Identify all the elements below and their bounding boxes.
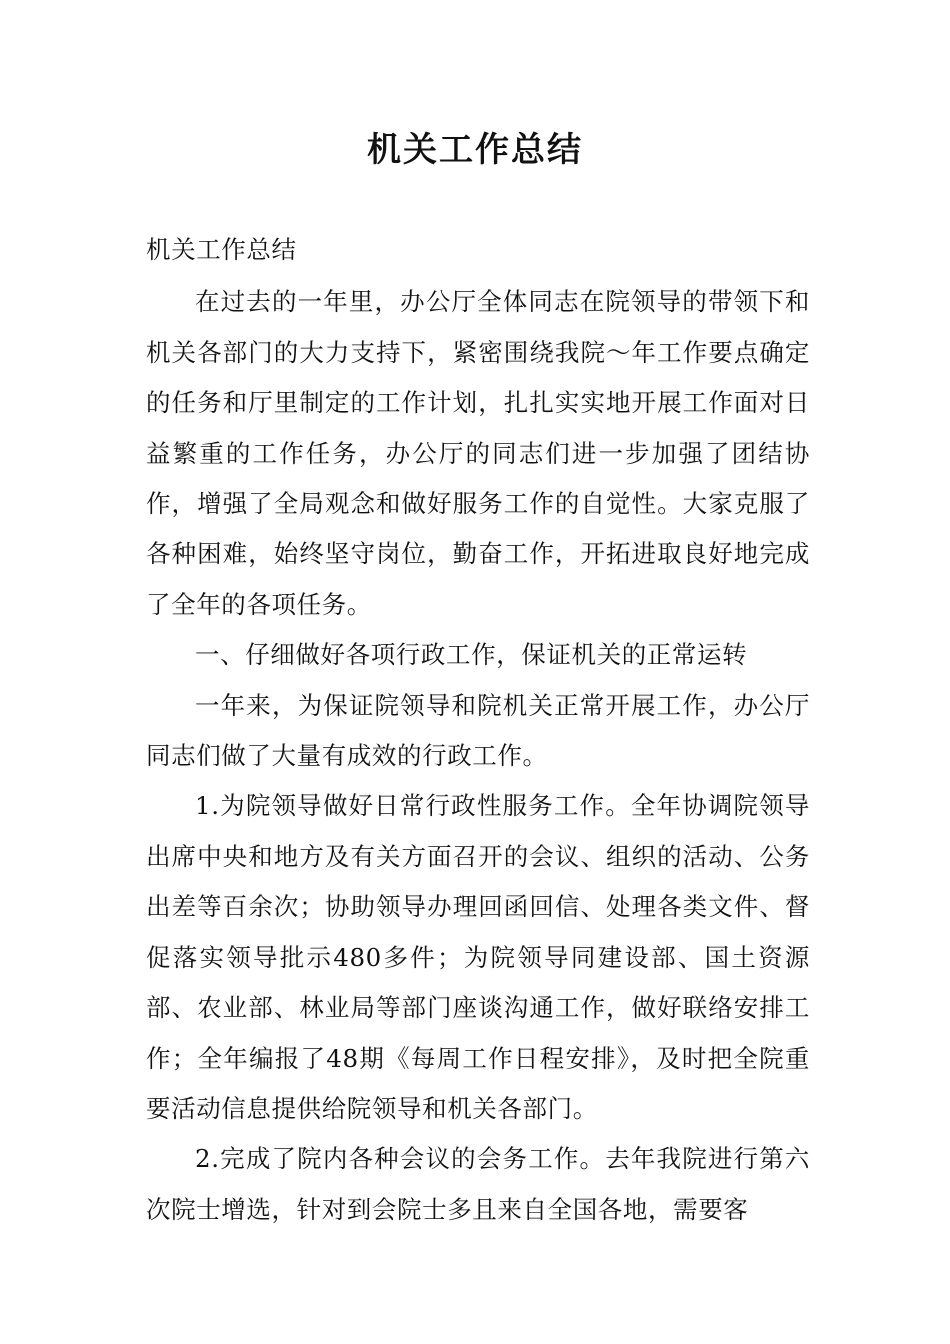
page-title: 机关工作总结 bbox=[367, 130, 583, 170]
paragraph-section-1-intro: 一年来，为保证院领导和院机关正常开展工作，办公厅同志们做了大量有成效的行政工作。 bbox=[146, 690, 810, 771]
document-subtitle: 机关工作总结 bbox=[146, 235, 297, 264]
document-body bbox=[146, 225, 810, 1235]
paragraph-item-2: 2.完成了院内各种会议的会务工作。去年我院进行第六次院士增选，针对到会院士多且来自全国各地，需要客 bbox=[146, 1144, 810, 1224]
paragraph-intro: 在过去的一年里，办公厅全体同志在院领导的带领下和机关各部门的大力支持下，紧密围绕我院～年工作要点确定的任务和厅里制定的工作计划，扎扎实实地开展工作面对日益繁重的工作任务，办公厅的同志们进一步加强了团结协作，增强了全局观念和做好服务工作的自觉性。大家克服了各种困难，始终坚守岗位，勤奋工作，开拓进取良好地完成了全年的各项任务。 bbox=[146, 287, 810, 619]
paragraph-item-1: 1.为院领导做好日常行政性服务工作。全年协调院领导出席中央和地方及有关方面召开的会议、组织的活动、公务出差等百余次；协助领导办理回函回信、处理各类文件、督促落实领导批示480多件；为院领导同建设部、国土资源部、农业部、林业局等部门座谈沟通工作，做好联络安排工作；全年编报了48期《每周工作日程安排》，及时把全院重要活动信息提供给院领导和机关各部门。 bbox=[146, 791, 810, 1123]
section-heading-1: 一、仔细做好各项行政工作，保证机关的正常运转 bbox=[195, 640, 748, 670]
